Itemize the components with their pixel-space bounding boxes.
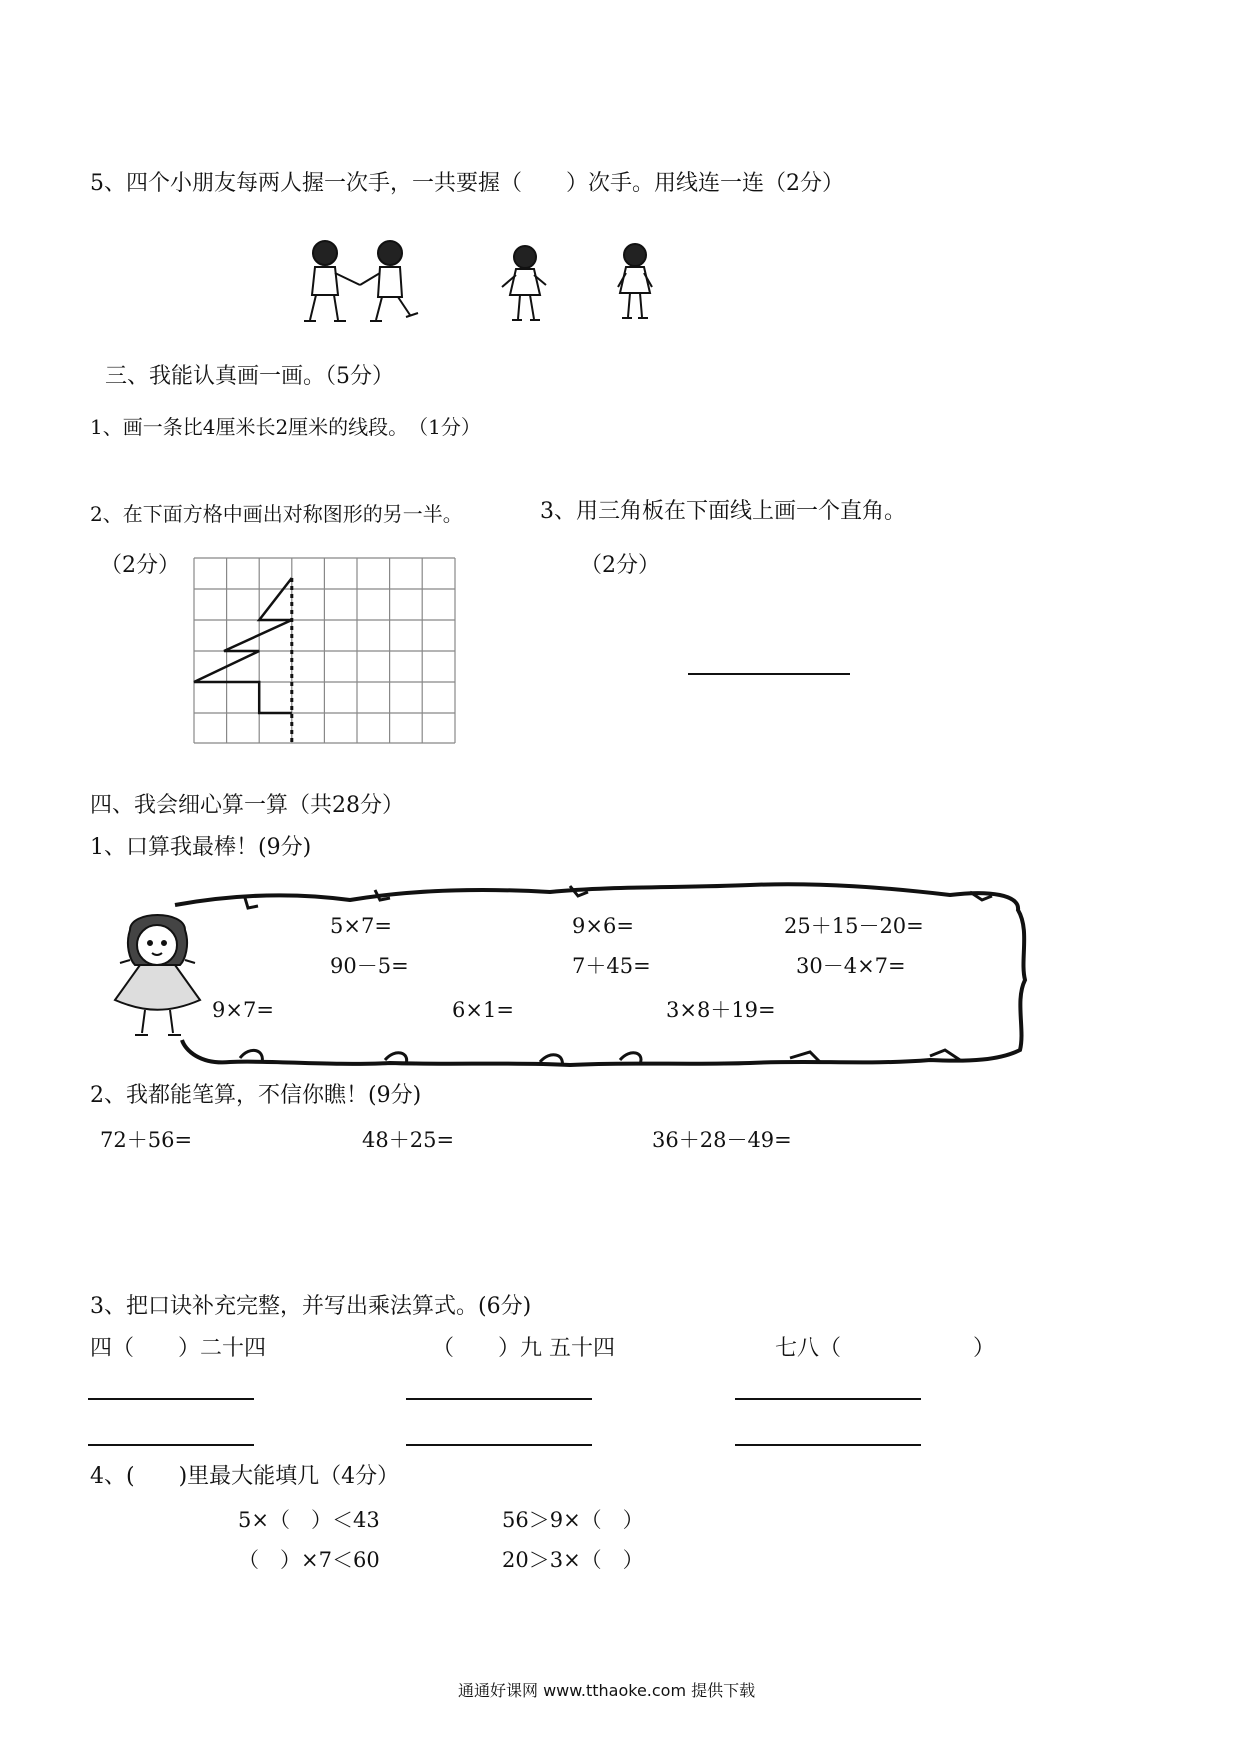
s4-p3-title: 3、把口诀补充完整，并写出乘法算式。(6分) — [90, 1294, 532, 1319]
answer-line[interactable] — [406, 1444, 592, 1446]
calc-item: 5×7= — [330, 914, 392, 938]
inequality-item: （ ）×7＜60 — [238, 1548, 380, 1572]
answer-line[interactable] — [88, 1444, 254, 1446]
s3-q2: 2、在下面方格中画出对称图形的另一半。 — [90, 502, 463, 526]
symmetry-grid-figure — [194, 558, 456, 744]
calc-item: 7＋45= — [572, 954, 651, 978]
written-calc-item: 36＋28－49= — [652, 1128, 792, 1152]
mult-rhyme-item: 七八（ ） — [775, 1336, 996, 1361]
s3-q3: 3、用三角板在下面线上画一个直角。 — [540, 499, 906, 524]
calc-item: 30－4×7= — [796, 954, 906, 978]
inequality-item: 5×（ ）＜43 — [238, 1508, 380, 1532]
footer-text: 通通好课网 www.tthaoke.com 提供下载 — [458, 1681, 756, 1700]
written-calc-item: 72＋56= — [100, 1128, 193, 1152]
s3-q1: 1、画一条比4厘米长2厘米的线段。 （1分） — [90, 415, 481, 439]
answer-line[interactable] — [735, 1398, 921, 1400]
inequality-item: 56＞9×（ ） — [502, 1508, 644, 1532]
right-angle-base-line — [688, 673, 850, 675]
answer-line[interactable] — [406, 1398, 592, 1400]
calc-item: 6×1= — [452, 998, 514, 1022]
inequality-item: 20＞3×（ ） — [502, 1548, 644, 1572]
answer-line[interactable] — [88, 1398, 254, 1400]
s3-q2-score: （2分） — [100, 553, 180, 578]
calc-item: 25＋15－20= — [784, 914, 924, 938]
answer-line[interactable] — [735, 1444, 921, 1446]
written-calc-item: 48＋25= — [362, 1128, 455, 1152]
girl-cartoon-icon — [90, 905, 230, 1045]
s3-q3-score: （2分） — [580, 553, 660, 578]
s4-p2-title: 2、我都能笔算，不信你瞧！(9分) — [90, 1083, 422, 1108]
children-shaking-hands-icon — [290, 235, 690, 325]
mult-rhyme-item: 四（ ）二十四 — [90, 1336, 267, 1361]
mult-rhyme-item: （ ）九 五十四 — [432, 1336, 615, 1361]
q5-text: 5、四个小朋友每两人握一次手，一共要握（ ）次手。用线连一连（2分） — [90, 171, 844, 196]
section3-title: 三、我能认真画一画。（5分） — [105, 364, 394, 389]
s4-p1-title: 1、口算我最棒！(9分) — [90, 835, 312, 860]
calc-item: 90－5= — [330, 954, 409, 978]
section4-title: 四、我会细心算一算（共28分） — [90, 793, 404, 818]
calc-item: 3×8＋19= — [666, 998, 776, 1022]
s4-p4-title: 4、( )里最大能填几（4分） — [90, 1464, 400, 1489]
calc-item: 9×7= — [212, 998, 274, 1022]
calc-item: 9×6= — [572, 914, 634, 938]
